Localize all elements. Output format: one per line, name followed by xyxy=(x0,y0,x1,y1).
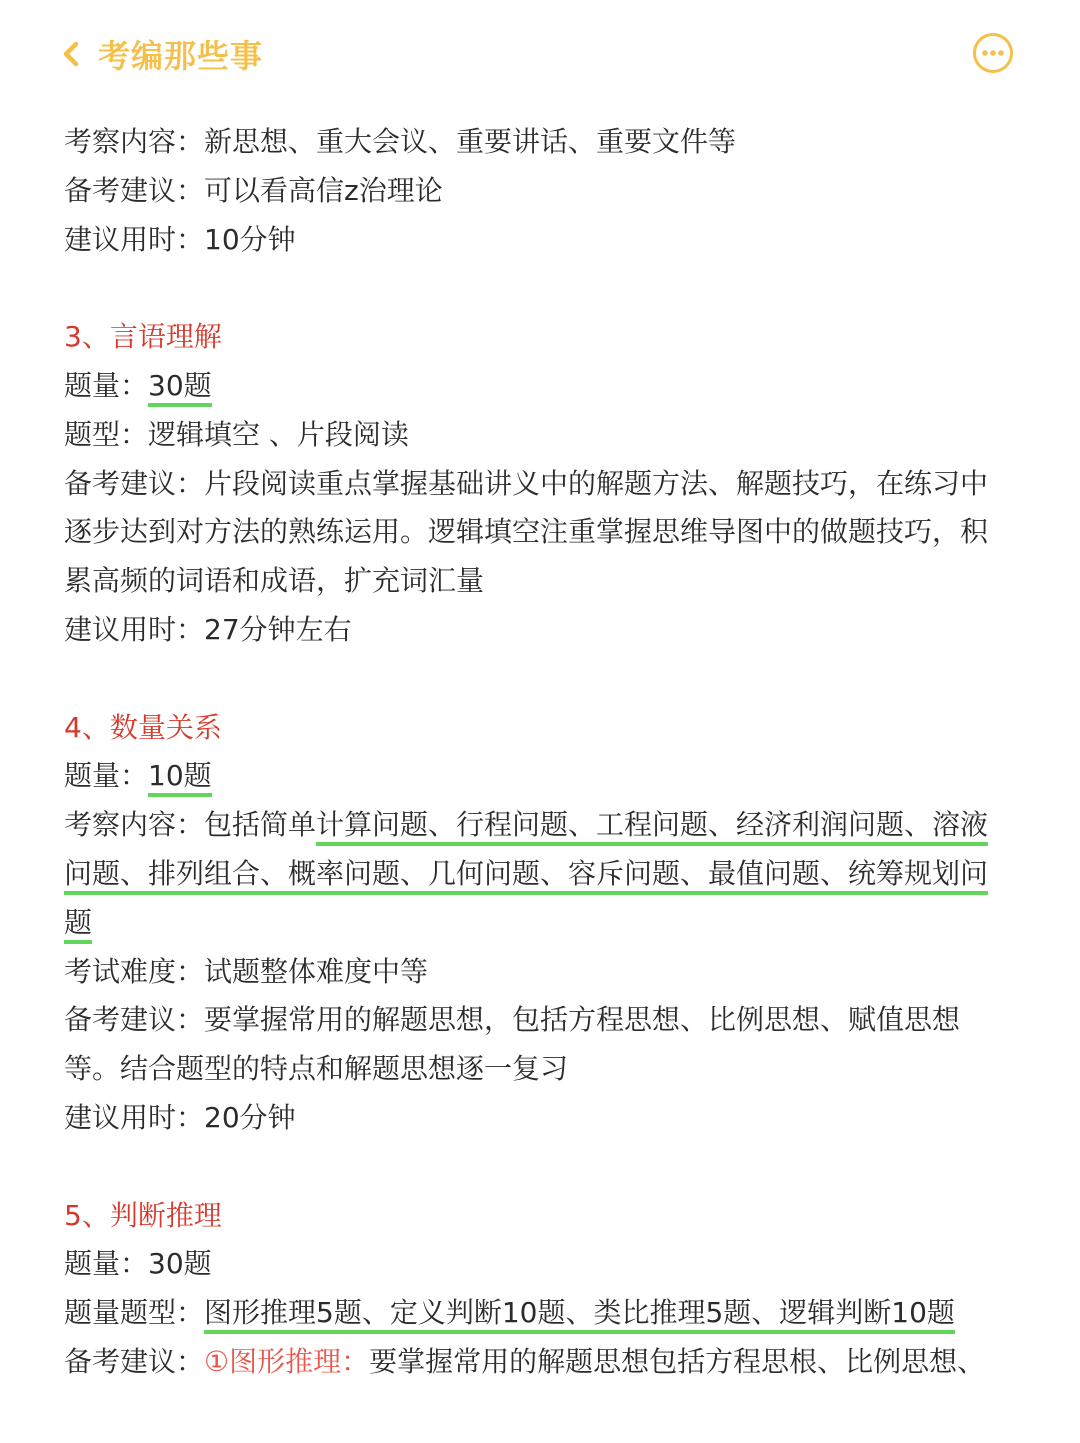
s4-content-row xyxy=(64,801,1020,850)
s3-advice-row: 备考建议：片段阅读重点掌握基础讲义中的解题方法、解题技巧，在练习中 xyxy=(64,466,989,500)
s3-count-label: 题量： xyxy=(64,368,149,402)
top-bar xyxy=(0,0,1080,108)
s3-advice-row: 累高频的词语和成语，扩充词汇量 xyxy=(64,564,485,598)
page-title: 考编那些事 xyxy=(98,37,264,75)
s4-count-value: 10题 xyxy=(148,759,212,797)
more-dots-icon xyxy=(972,59,1014,78)
s3-advice-row: 逐步达到对方法的熟练运用。逻辑填空注重掌握思维导图中的做题技巧，积 xyxy=(64,515,989,549)
s4-content-paragraph xyxy=(64,801,1020,947)
s4-content-highlight: 问题、排列组合、概率问题、几何问题、容斥问题、最值问题、统筹规划问 xyxy=(64,857,988,895)
s3-count-value: 30题 xyxy=(148,369,212,407)
s4-advice-paragraph xyxy=(64,996,1020,1094)
more-options-button[interactable] xyxy=(972,32,1014,74)
s5-advice-label: 备考建议： xyxy=(64,1344,205,1378)
s3-type-line: 题型：逻辑填空 、片段阅读 xyxy=(64,417,409,451)
s4-content-highlight: 计算问题、行程问题、工程问题、经济利润问题、溶液 xyxy=(316,808,988,846)
s3-advice-paragraph xyxy=(64,460,1020,606)
top-time-line: 建议用时：10分钟 xyxy=(64,222,296,256)
s4-content-row xyxy=(64,850,1020,899)
chevron-left-icon xyxy=(60,34,90,74)
s5-count-line: 题量：30题 xyxy=(64,1247,212,1281)
spacer xyxy=(64,655,1020,704)
top-advice-line: 备考建议：可以看高信z治理论 xyxy=(64,173,443,207)
s4-count-line xyxy=(64,752,1020,801)
spacer xyxy=(64,1143,1020,1192)
section-heading-quantitative: 4、数量关系 xyxy=(64,710,222,744)
s4-difficulty-line: 考试难度：试题整体难度中等 xyxy=(64,954,429,988)
top-content-line: 考察内容：新思想、重大会议、重要讲话、重要文件等 xyxy=(64,125,737,158)
s4-time-line: 建议用时：20分钟 xyxy=(64,1100,296,1134)
s5-advice-line xyxy=(64,1338,1020,1387)
article-body xyxy=(64,118,1020,1387)
s4-content-label: 考察内容：包括简单 xyxy=(64,808,317,842)
back-button[interactable] xyxy=(60,30,263,78)
s3-time-line: 建议用时：27分钟左右 xyxy=(64,612,352,646)
section-heading-verbal: 3、言语理解 xyxy=(64,320,222,354)
s3-count-line xyxy=(64,362,1020,411)
s4-count-label: 题量： xyxy=(64,759,149,793)
s4-content-highlight: 题 xyxy=(64,906,92,944)
s5-advice-text: 要掌握常用的解题思想包括方程思根、比例思想、 xyxy=(369,1344,986,1378)
s5-types-label: 题量题型： xyxy=(64,1296,205,1330)
s5-advice-highlight: ①图形推理： xyxy=(204,1344,370,1378)
s4-content-row xyxy=(64,899,1020,948)
s5-types-line xyxy=(64,1289,1020,1338)
s4-advice-row: 等。结合题型的特点和解题思想逐一复习 xyxy=(64,1052,569,1086)
s4-advice-row: 备考建议：要掌握常用的解题思想，包括方程思想、比例思想、赋值思想 xyxy=(64,1003,961,1037)
s5-types-value: 图形推理5题、定义判断10题、类比推理5题、逻辑判断10题 xyxy=(204,1296,955,1334)
spacer xyxy=(64,264,1020,313)
section-heading-reasoning: 5、判断推理 xyxy=(64,1198,222,1232)
